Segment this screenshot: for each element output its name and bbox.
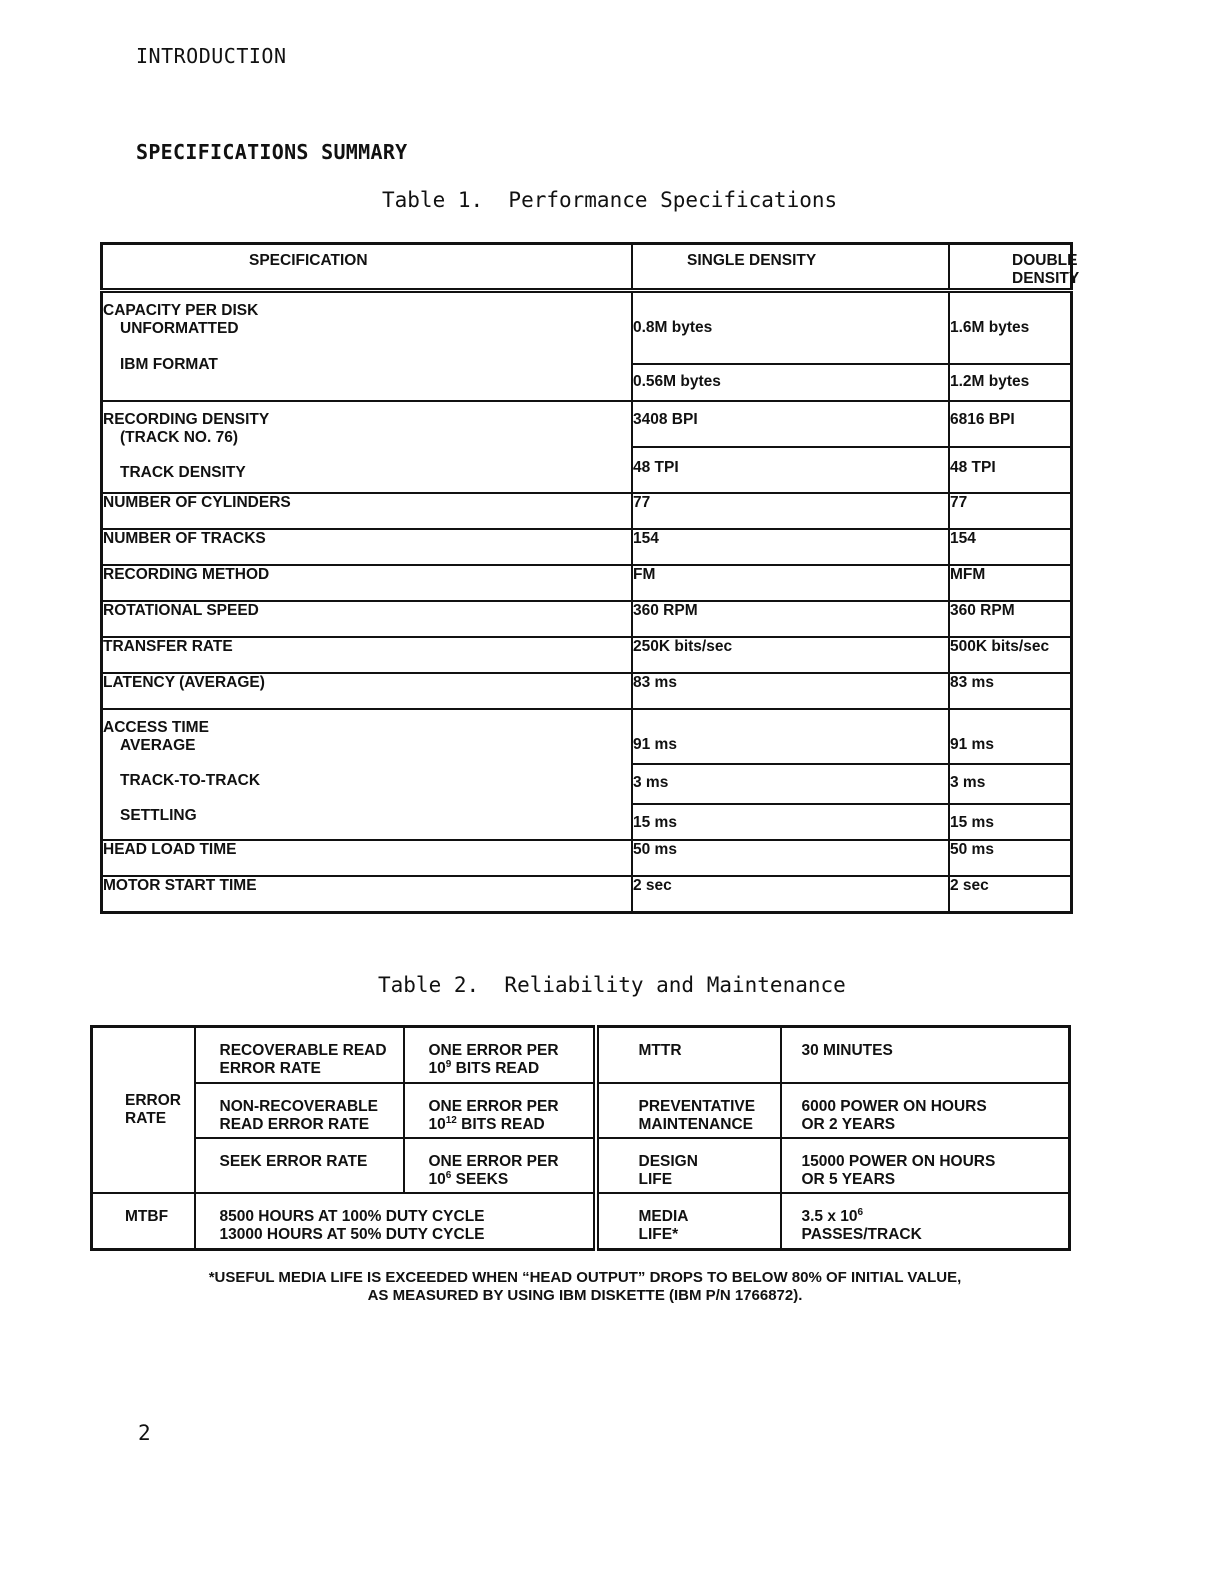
- design-life-value-line2: OR 5 YEARS: [801, 1170, 896, 1188]
- media-life-label-line2: LIFE*: [638, 1226, 679, 1244]
- footnote-line2: AS MEASURED BY USING IBM DISKETTE (IBM P/N 1766872).: [367, 1287, 803, 1304]
- unformatted-single: 0.8M bytes: [632, 291, 949, 365]
- recoverable-label-cell: [195, 1027, 404, 1083]
- recording-method-label: RECORDING METHOD: [102, 565, 633, 601]
- column-header-specification: SPECIFICATION: [102, 244, 633, 291]
- head-load-double: 50 ms: [949, 840, 1072, 876]
- performance-specifications-table: [100, 242, 1080, 914]
- latency-single: 83 ms: [632, 673, 949, 709]
- track-density-label: TRACK DENSITY: [120, 464, 246, 481]
- media-life-value-line1: 3.5 x $10^6$: [801, 1207, 864, 1226]
- track-to-track-single: 3 ms: [632, 764, 949, 804]
- media-life-value-line2: PASSES/TRACK: [801, 1226, 922, 1244]
- recoverable-label-line2: ERROR RATE: [219, 1060, 321, 1077]
- recoverable-value-cell: [404, 1027, 596, 1083]
- average-label: AVERAGE: [120, 737, 196, 754]
- table-row: [102, 529, 1072, 565]
- head-load-single: 50 ms: [632, 840, 949, 876]
- recoverable-value-line1: ONE ERROR PER: [428, 1042, 559, 1059]
- settling-single: 15 ms: [632, 804, 949, 840]
- table-row: [102, 291, 1072, 365]
- latency-label: LATENCY (AVERAGE): [102, 673, 633, 709]
- rotational-speed-double: 360 RPM: [949, 601, 1072, 637]
- unformatted-double: 1.6M bytes: [949, 291, 1072, 365]
- footnote-line1: *USEFUL MEDIA LIFE IS EXCEEDED WHEN “HEAD OUTPUT” DROPS TO BELOW 80% OF INITIAL VALUE,: [208, 1269, 962, 1286]
- table-row: [102, 876, 1072, 913]
- table2-caption: Table 2. Reliability and Maintenance: [378, 973, 846, 997]
- nonrecoverable-value-line2: $10^{12}$ BITS READ: [428, 1114, 545, 1133]
- mttr-value: 30 MINUTES: [781, 1027, 1070, 1083]
- motor-start-label: MOTOR START TIME: [102, 876, 633, 913]
- seek-error-value-cell: [404, 1138, 596, 1193]
- design-life-value-line1: 15000 POWER ON HOURS: [801, 1152, 996, 1170]
- average-double: 91 ms: [949, 709, 1072, 764]
- access-time-label: ACCESS TIME: [103, 719, 209, 736]
- mtbf-value-cell: [195, 1193, 596, 1249]
- recording-method-single: FM: [632, 565, 949, 601]
- section-title: SPECIFICATIONS SUMMARY: [136, 140, 408, 164]
- transfer-rate-single: 250K bits/sec: [632, 637, 949, 673]
- nonrecoverable-label-cell: [195, 1083, 404, 1138]
- page-number: 2: [138, 1421, 151, 1445]
- tracks-label: NUMBER OF TRACKS: [102, 529, 633, 565]
- preventative-maintenance-value-cell: [781, 1083, 1070, 1138]
- design-life-label-line2: LIFE: [638, 1170, 673, 1188]
- recoverable-label-line1: RECOVERABLE READ: [219, 1042, 387, 1059]
- recording-density-sublabel: (TRACK NO. 76): [120, 429, 238, 446]
- column-header-single-density: SINGLE DENSITY: [632, 244, 949, 291]
- preventative-maintenance-label-cell: [596, 1083, 781, 1138]
- mtbf-label: MTBF: [92, 1193, 195, 1249]
- table-row: [92, 1193, 1070, 1249]
- mttr-label: MTTR: [596, 1027, 781, 1083]
- pm-label-line1: PREVENTATIVE: [638, 1097, 756, 1115]
- design-life-label-line1: DESIGN: [638, 1152, 698, 1170]
- table1-caption: Table 1. Performance Specifications: [382, 188, 838, 212]
- access-time-label-cell: [102, 709, 633, 840]
- cylinders-single: 77: [632, 493, 949, 529]
- table-row: [92, 1083, 1070, 1138]
- settling-label: SETTLING: [120, 807, 197, 824]
- mtbf-value-line1: 8500 HOURS AT 100% DUTY CYCLE: [219, 1208, 485, 1226]
- column-header-double-density: DOUBLE DENSITY: [949, 244, 1072, 291]
- nonrecoverable-label-line1: NON-RECOVERABLE: [219, 1097, 378, 1115]
- latency-double: 83 ms: [949, 673, 1072, 709]
- cylinders-label: NUMBER OF CYLINDERS: [102, 493, 633, 529]
- table-row: [102, 565, 1072, 601]
- seek-error-label-cell: [195, 1138, 404, 1193]
- table-row: [102, 840, 1072, 876]
- nonrecoverable-value-line1: ONE ERROR PER: [428, 1097, 559, 1115]
- error-rate-label-cell: [92, 1027, 195, 1194]
- mtbf-value-line2: 13000 HOURS AT 50% DUTY CYCLE: [219, 1226, 485, 1244]
- seek-error-label: SEEK ERROR RATE: [219, 1152, 368, 1170]
- table-row: [102, 493, 1072, 529]
- transfer-rate-label: TRANSFER RATE: [102, 637, 633, 673]
- table-row: [102, 401, 1072, 447]
- table-row: [102, 637, 1072, 673]
- rotational-speed-single: 360 RPM: [632, 601, 949, 637]
- recording-density-label-cell: [102, 401, 633, 493]
- recording-density-label: RECORDING DENSITY: [103, 411, 270, 428]
- running-header: INTRODUCTION: [136, 44, 287, 68]
- table-row: [102, 601, 1072, 637]
- settling-double: 15 ms: [949, 804, 1072, 840]
- track-to-track-double: 3 ms: [949, 764, 1072, 804]
- capacity-label: CAPACITY PER DISK: [103, 302, 259, 319]
- tracks-single: 154: [632, 529, 949, 565]
- recording-method-double: MFM: [949, 565, 1072, 601]
- track-density-single: 48 TPI: [632, 447, 949, 493]
- motor-start-double: 2 sec: [949, 876, 1072, 913]
- cylinders-double: 77: [949, 493, 1072, 529]
- ibm-format-label: IBM FORMAT: [120, 356, 218, 373]
- motor-start-single: 2 sec: [632, 876, 949, 913]
- nonrecoverable-label-line2: READ ERROR RATE: [219, 1115, 370, 1133]
- pm-value-line2: OR 2 YEARS: [801, 1115, 896, 1133]
- design-life-label-cell: [596, 1138, 781, 1193]
- media-life-value-cell: [781, 1193, 1070, 1249]
- track-to-track-label: TRACK-TO-TRACK: [120, 772, 261, 789]
- pm-label-line2: MAINTENANCE: [638, 1115, 754, 1133]
- head-load-label: HEAD LOAD TIME: [102, 840, 633, 876]
- table-header-row: [102, 244, 1072, 291]
- pm-value-line1: 6000 POWER ON HOURS: [801, 1097, 987, 1115]
- reliability-maintenance-table: [90, 1025, 1071, 1251]
- track-density-double: 48 TPI: [949, 447, 1072, 493]
- recording-density-single: 3408 BPI: [632, 401, 949, 447]
- rotational-speed-label: ROTATIONAL SPEED: [102, 601, 633, 637]
- design-life-value-cell: [781, 1138, 1070, 1193]
- average-single: 91 ms: [632, 709, 949, 764]
- ibm-format-single: 0.56M bytes: [632, 364, 949, 401]
- unformatted-label: UNFORMATTED: [120, 320, 239, 337]
- recoverable-value-line2: $10^9$ BITS READ: [428, 1058, 540, 1077]
- error-rate-label-line1: ERROR: [125, 1092, 181, 1110]
- seek-error-value-line2: $10^6$ SEEKS: [428, 1169, 509, 1188]
- tracks-double: 154: [949, 529, 1072, 565]
- ibm-format-double: 1.2M bytes: [949, 364, 1072, 401]
- nonrecoverable-value-cell: [404, 1083, 596, 1138]
- seek-error-value-line1: ONE ERROR PER: [428, 1152, 559, 1170]
- table-row: [92, 1027, 1070, 1083]
- media-life-label-line1: MEDIA: [638, 1208, 689, 1226]
- error-rate-label-line2: RATE: [125, 1110, 167, 1128]
- footnote: [120, 1269, 1050, 1305]
- table-row: [102, 673, 1072, 709]
- table-row: [92, 1138, 1070, 1193]
- recording-density-double: 6816 BPI: [949, 401, 1072, 447]
- transfer-rate-double: 500K bits/sec: [949, 637, 1072, 673]
- capacity-label-cell: [102, 291, 633, 402]
- media-life-label-cell: [596, 1193, 781, 1249]
- table-row: [102, 709, 1072, 764]
